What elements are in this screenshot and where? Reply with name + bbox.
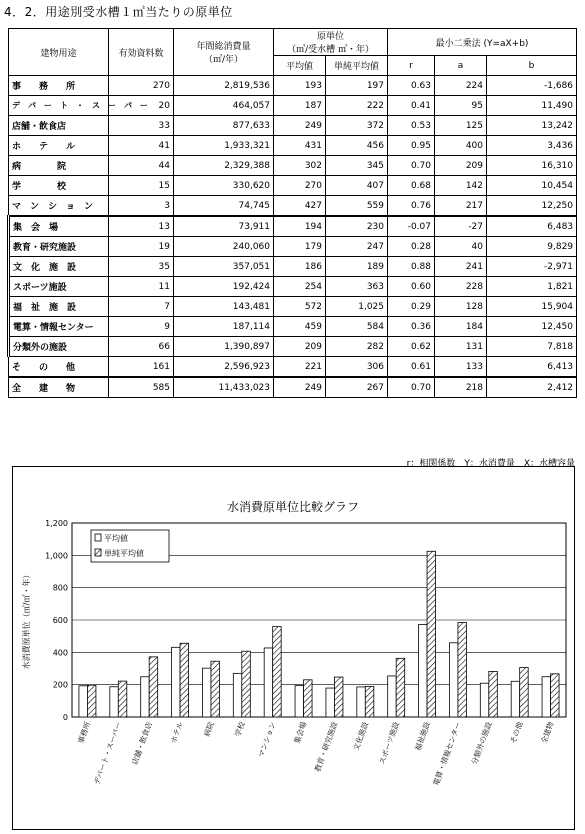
bar-simple-avg [551, 674, 560, 717]
y-tick-label: 200 [52, 680, 68, 690]
cell-a: 128 [435, 297, 487, 317]
cell-avg: 194 [274, 216, 326, 237]
table-row [9, 337, 577, 357]
cell-simple: 282 [326, 337, 388, 357]
cell-avg: 431 [274, 136, 326, 156]
chart-title: 水消費原単位比較グラフ [226, 500, 360, 514]
cell-count: 3 [109, 196, 174, 217]
legend-label-avg: 平均値 [104, 534, 128, 543]
cell-count: 11 [109, 277, 174, 297]
table-row [9, 357, 577, 378]
cell-simple: 407 [326, 176, 388, 196]
bar-simple-avg [118, 681, 127, 717]
table-row [9, 277, 577, 297]
cell-total: 74,745 [174, 196, 274, 217]
x-tick-label: スポーツ施設 [377, 720, 402, 766]
header-count: 有効資料数 [109, 29, 174, 76]
page-title: 4．2．用途別受水槽１㎥当たりの原単位 [4, 5, 233, 19]
cell-b: 13,242 [487, 116, 577, 136]
cell-total: 73,911 [174, 216, 274, 237]
cell-total: 357,051 [174, 257, 274, 277]
table-row [9, 96, 577, 116]
bar-avg [233, 673, 242, 717]
cell-avg: 209 [274, 337, 326, 357]
x-tick-label: その他 [508, 720, 525, 745]
cell-count: 66 [109, 337, 174, 357]
bar-avg [449, 643, 458, 717]
x-tick-label: 集会場 [292, 720, 309, 745]
legend-swatch-avg [95, 534, 101, 541]
bar-simple-avg [365, 686, 374, 717]
bar-avg [295, 686, 304, 717]
cell-b: 2,412 [487, 377, 577, 398]
header-total-unit: （㎥/年） [203, 55, 244, 65]
bar-simple-avg [427, 551, 436, 717]
cell-avg: 187 [274, 96, 326, 116]
cell-total: 2,329,388 [174, 156, 274, 176]
cell-count: 19 [109, 237, 174, 257]
cell-count: 9 [109, 317, 174, 337]
table-row [9, 377, 577, 398]
cell-count: 41 [109, 136, 174, 156]
cell-name: 学 校 [9, 176, 109, 196]
cell-count: 33 [109, 116, 174, 136]
header-use: 建物用途 [9, 29, 109, 76]
table-row [9, 176, 577, 196]
cell-b: 6,483 [487, 216, 577, 237]
cell-b: 6,413 [487, 357, 577, 378]
cell-total: 2,819,536 [174, 76, 274, 96]
cell-avg: 221 [274, 357, 326, 378]
cell-name: デ パ ー ト ・ ス ー パ ー [9, 96, 109, 116]
cell-a: 228 [435, 277, 487, 297]
cell-name: 集 会 場 [9, 216, 109, 237]
table-row [9, 156, 577, 176]
cell-b: -1,686 [487, 76, 577, 96]
y-tick-label: 600 [52, 616, 68, 625]
cell-r: 0.53 [388, 116, 435, 136]
cell-r: 0.36 [388, 317, 435, 337]
cell-a: 209 [435, 156, 487, 176]
bar-simple-avg [458, 623, 467, 717]
cell-b: 11,490 [487, 96, 577, 116]
cell-name: マ ン シ ョ ン [9, 196, 109, 217]
cell-simple: 1,025 [326, 297, 388, 317]
header-avg: 平均値 [274, 56, 326, 76]
cell-total: 11,433,023 [174, 377, 274, 398]
cell-a: 218 [435, 377, 487, 398]
header-a: a [435, 56, 487, 76]
bar-avg [79, 686, 88, 717]
cell-r: 0.88 [388, 257, 435, 277]
bar-avg [388, 676, 397, 717]
x-tick-label: 分類外の施設 [469, 720, 494, 766]
table-row [9, 297, 577, 317]
cell-b: 10,454 [487, 176, 577, 196]
bar-simple-avg [396, 658, 405, 717]
x-tick-label: 教育・研究施設 [312, 720, 340, 774]
y-tick-label: 1,000 [45, 551, 68, 561]
cell-name: 文 化 施 設 [9, 257, 109, 277]
cell-r: -0.07 [388, 216, 435, 237]
bar-simple-avg [304, 680, 313, 717]
bar-avg [511, 681, 520, 717]
table-row [9, 317, 577, 337]
cell-r: 0.61 [388, 357, 435, 378]
cell-name: 全 建 物 [9, 377, 109, 398]
cell-simple: 372 [326, 116, 388, 136]
cell-simple: 584 [326, 317, 388, 337]
cell-avg: 186 [274, 257, 326, 277]
cell-b: 3,436 [487, 136, 577, 156]
cell-total: 1,933,321 [174, 136, 274, 156]
y-axis-label: 水消費原単位（㎥/㎥・年） [22, 570, 31, 670]
table-row [9, 136, 577, 156]
header-unit-group-label: 原単位 [316, 32, 344, 42]
cell-avg: 302 [274, 156, 326, 176]
bar-simple-avg [242, 651, 251, 717]
x-tick-label: 全建物 [539, 720, 556, 745]
y-tick-label: 0 [62, 713, 68, 722]
cell-a: 184 [435, 317, 487, 337]
cell-a: 241 [435, 257, 487, 277]
legend-note: r：相関係数 Y：水消費量 X：水槽容量 [406, 459, 575, 469]
cell-simple: 267 [326, 377, 388, 398]
cell-count: 585 [109, 377, 174, 398]
cell-simple: 559 [326, 196, 388, 217]
cell-count: 13 [109, 216, 174, 237]
cell-b: 7,818 [487, 337, 577, 357]
x-tick-label: デパート・スーパー [92, 720, 124, 786]
cell-total: 330,620 [174, 176, 274, 196]
cell-simple: 230 [326, 216, 388, 237]
bar-avg [202, 668, 211, 717]
cell-r: 0.29 [388, 297, 435, 317]
legend-swatch-simple [95, 549, 101, 556]
bar-avg [326, 688, 335, 717]
cell-count: 15 [109, 176, 174, 196]
y-tick-label: 400 [52, 648, 68, 658]
cell-simple: 222 [326, 96, 388, 116]
cell-r: 0.70 [388, 377, 435, 398]
legend-label-simple: 単純平均値 [104, 549, 144, 558]
cell-a: 217 [435, 196, 487, 217]
bar-avg [172, 647, 181, 717]
cell-avg: 254 [274, 277, 326, 297]
cell-avg: 572 [274, 297, 326, 317]
y-tick-label: 1,200 [45, 519, 68, 528]
cell-r: 0.28 [388, 237, 435, 257]
bar-simple-avg [87, 685, 96, 717]
x-tick-label: 店舗・飲食店 [130, 720, 155, 766]
cell-a: -27 [435, 216, 487, 237]
cell-total: 143,481 [174, 297, 274, 317]
cell-simple: 363 [326, 277, 388, 297]
cell-avg: 270 [274, 176, 326, 196]
x-tick-label: マンション [256, 720, 278, 759]
header-simple-avg: 単純平均値 [326, 56, 388, 76]
comparison-chart [13, 467, 574, 829]
cell-a: 224 [435, 76, 487, 96]
cell-a: 131 [435, 337, 487, 357]
table-row [9, 116, 577, 136]
cell-count: 270 [109, 76, 174, 96]
cell-avg: 179 [274, 237, 326, 257]
x-tick-label: 電算・情報センター [431, 720, 463, 787]
cell-count: 44 [109, 156, 174, 176]
bar-avg [542, 677, 551, 717]
cell-name: そ の 他 [9, 357, 109, 378]
header-total [174, 29, 274, 76]
x-tick-label: 学校 [233, 720, 247, 738]
cell-total: 240,060 [174, 237, 274, 257]
cell-simple: 306 [326, 357, 388, 378]
bar-simple-avg [149, 657, 158, 717]
cell-b: 15,904 [487, 297, 577, 317]
cell-b: 9,829 [487, 237, 577, 257]
cell-total: 192,424 [174, 277, 274, 297]
cell-r: 0.95 [388, 136, 435, 156]
cell-total: 187,114 [174, 317, 274, 337]
header-unit-group-unit: （㎥/受水槽 ㎥・年） [287, 45, 374, 55]
x-tick-label: 事務所 [76, 720, 93, 745]
cell-name: スポーツ施設 [9, 277, 109, 297]
cell-b: 1,821 [487, 277, 577, 297]
cell-r: 0.60 [388, 277, 435, 297]
table-row [9, 257, 577, 277]
cell-avg: 459 [274, 317, 326, 337]
bar-avg [264, 648, 273, 717]
bar-simple-avg [273, 627, 282, 717]
cell-avg: 427 [274, 196, 326, 217]
cell-count: 35 [109, 257, 174, 277]
x-tick-label: 病院 [202, 720, 216, 738]
cell-name: 分類外の施設 [9, 337, 109, 357]
x-tick-label: ホテル [168, 720, 185, 745]
cell-avg: 249 [274, 377, 326, 398]
cell-count: 20 [109, 96, 174, 116]
cell-a: 95 [435, 96, 487, 116]
bar-avg [357, 687, 366, 717]
cell-simple: 247 [326, 237, 388, 257]
cell-name: 教育・研究施設 [9, 237, 109, 257]
cell-name: 店舗・飲食店 [9, 116, 109, 136]
header-lsq: 最小二乗法 (Y=aX+b) [388, 29, 577, 56]
cell-a: 400 [435, 136, 487, 156]
cell-total: 464,057 [174, 96, 274, 116]
chart-box [12, 466, 575, 830]
cell-b: -2,971 [487, 257, 577, 277]
cell-name: 事 務 所 [9, 76, 109, 96]
bar-avg [419, 625, 428, 717]
x-tick-label: 文化施設 [351, 720, 371, 752]
cell-r: 0.70 [388, 156, 435, 176]
header-unit-group [274, 29, 388, 56]
cell-simple: 189 [326, 257, 388, 277]
cell-simple: 345 [326, 156, 388, 176]
cell-name: 病 院 [9, 156, 109, 176]
cell-r: 0.63 [388, 76, 435, 96]
cell-simple: 197 [326, 76, 388, 96]
bar-simple-avg [180, 643, 189, 717]
bar-simple-avg [334, 677, 343, 717]
bar-simple-avg [489, 671, 498, 717]
cell-r: 0.62 [388, 337, 435, 357]
cell-total: 2,596,923 [174, 357, 274, 378]
table-row [9, 216, 577, 237]
table-row [9, 76, 577, 96]
cell-r: 0.41 [388, 96, 435, 116]
cell-a: 133 [435, 357, 487, 378]
cell-b: 12,250 [487, 196, 577, 217]
header-total-label: 年間総消費量 [196, 42, 251, 52]
cell-avg: 193 [274, 76, 326, 96]
bar-simple-avg [211, 661, 220, 717]
cell-name: 電算・情報センター [9, 317, 109, 337]
bar-avg [480, 683, 489, 717]
cell-r: 0.76 [388, 196, 435, 217]
header-r: r [388, 56, 435, 76]
bar-avg [141, 677, 150, 717]
header-b: b [487, 56, 577, 76]
cell-avg: 249 [274, 116, 326, 136]
cell-a: 125 [435, 116, 487, 136]
cell-count: 7 [109, 297, 174, 317]
table-row [9, 196, 577, 217]
cell-r: 0.68 [388, 176, 435, 196]
bar-avg [110, 687, 119, 717]
cell-b: 16,310 [487, 156, 577, 176]
cell-simple: 456 [326, 136, 388, 156]
cell-name: ホ テ ル [9, 136, 109, 156]
cell-total: 877,633 [174, 116, 274, 136]
y-tick-label: 800 [52, 583, 68, 593]
cell-b: 12,450 [487, 317, 577, 337]
x-tick-label: 福祉施設 [413, 720, 432, 752]
cell-total: 1,390,897 [174, 337, 274, 357]
unit-table [7, 28, 577, 398]
cell-a: 40 [435, 237, 487, 257]
cell-name: 福 祉 施 設 [9, 297, 109, 317]
table-row [9, 237, 577, 257]
bar-simple-avg [520, 668, 529, 717]
cell-count: 161 [109, 357, 174, 378]
cell-a: 142 [435, 176, 487, 196]
